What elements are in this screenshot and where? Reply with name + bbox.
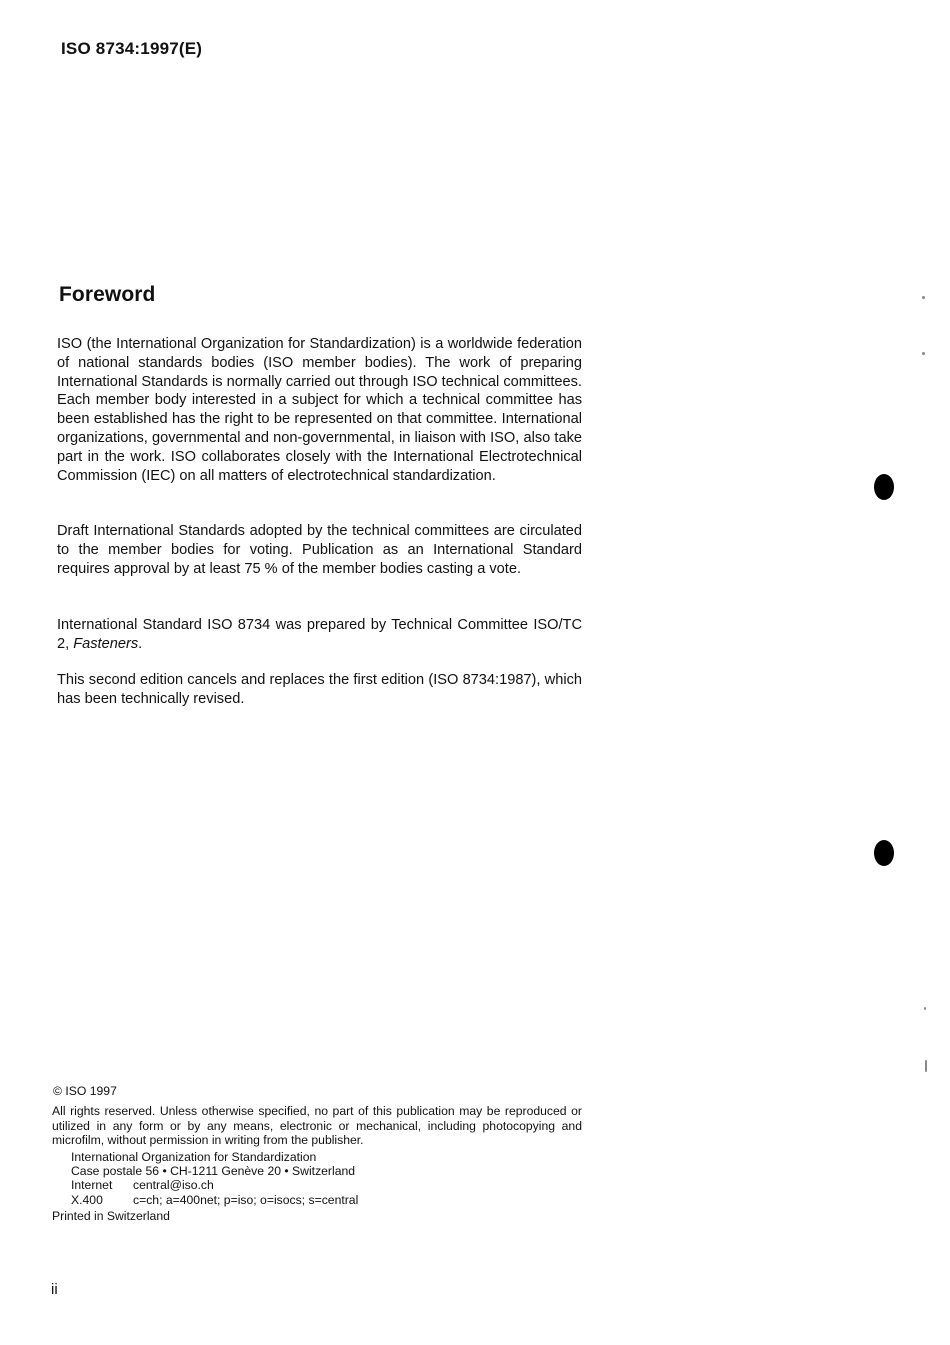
punch-hole-mark (874, 840, 894, 866)
printed-in: Printed in Switzerland (52, 1209, 170, 1224)
foreword-paragraph-2: Draft International Standards adopted by the technical committees are circulated to the member bodies for voting. Publication as an International Standard requires approval by at least 75 % of the member bodies casting a vote. (57, 523, 582, 577)
internet-label: Internet (71, 1178, 113, 1193)
foreword-title: Foreword (59, 283, 156, 306)
paragraph-3-lead: International Standard ISO 8734 was prepared by Technical Committee ISO/TC 2, (57, 617, 582, 652)
scan-speck (922, 296, 925, 299)
copyright-notice: © ISO 1997 (53, 1084, 117, 1098)
copyright-block (52, 1084, 582, 1224)
organization-name: International Organization for Standardization (71, 1149, 317, 1164)
page-number: ii (51, 1281, 58, 1298)
rights-statement: All rights reserved. Unless otherwise specified, no part of this publication may be reproduced or utilized in any form or by any means, electronic or mechanical, including photocopying and microfilm, without permission in writing from the publisher. (52, 1104, 582, 1148)
committee-name: Fasteners (73, 635, 139, 652)
foreword-paragraph-1: ISO (the International Organization for Standardization) is a worldwide federation of national standards bodies (ISO member bodies). The work of preparing International Standards is normally carried out through ISO technical committees. Each member body interested in a subject for which a technical committee has been established has the right to be represented on that committee. International organizations, governmental and non-governmental, in liaison with ISO, also take part in the work. ISO collaborates closely with the International Electrotechnical Commission (IEC) on all matters of electrotechnical standardization. (57, 336, 582, 484)
postal-address: Case postale 56 • CH-1211 Genève 20 • Switzerland (71, 1164, 356, 1179)
scan-speck (925, 1060, 927, 1072)
paragraph-3-end: . (138, 635, 143, 652)
x400-address: c=ch; a=400net; p=iso; o=isocs; s=central (133, 1192, 359, 1207)
punch-hole-mark (874, 474, 894, 500)
document-code: ISO 8734:1997(E) (61, 39, 203, 58)
foreword-paragraph-3 (57, 616, 582, 654)
internet-row (71, 1178, 582, 1192)
internet-address: central@iso.ch (133, 1178, 214, 1193)
x400-label: X.400 (71, 1192, 103, 1207)
foreword-paragraph-4: This second edition cancels and replaces the first edition (ISO 8734:1987), which has been technically revised. (57, 672, 582, 707)
scan-speck (924, 1007, 926, 1010)
x400-row (71, 1193, 582, 1207)
scan-speck (922, 352, 925, 355)
publisher-address (71, 1150, 582, 1208)
